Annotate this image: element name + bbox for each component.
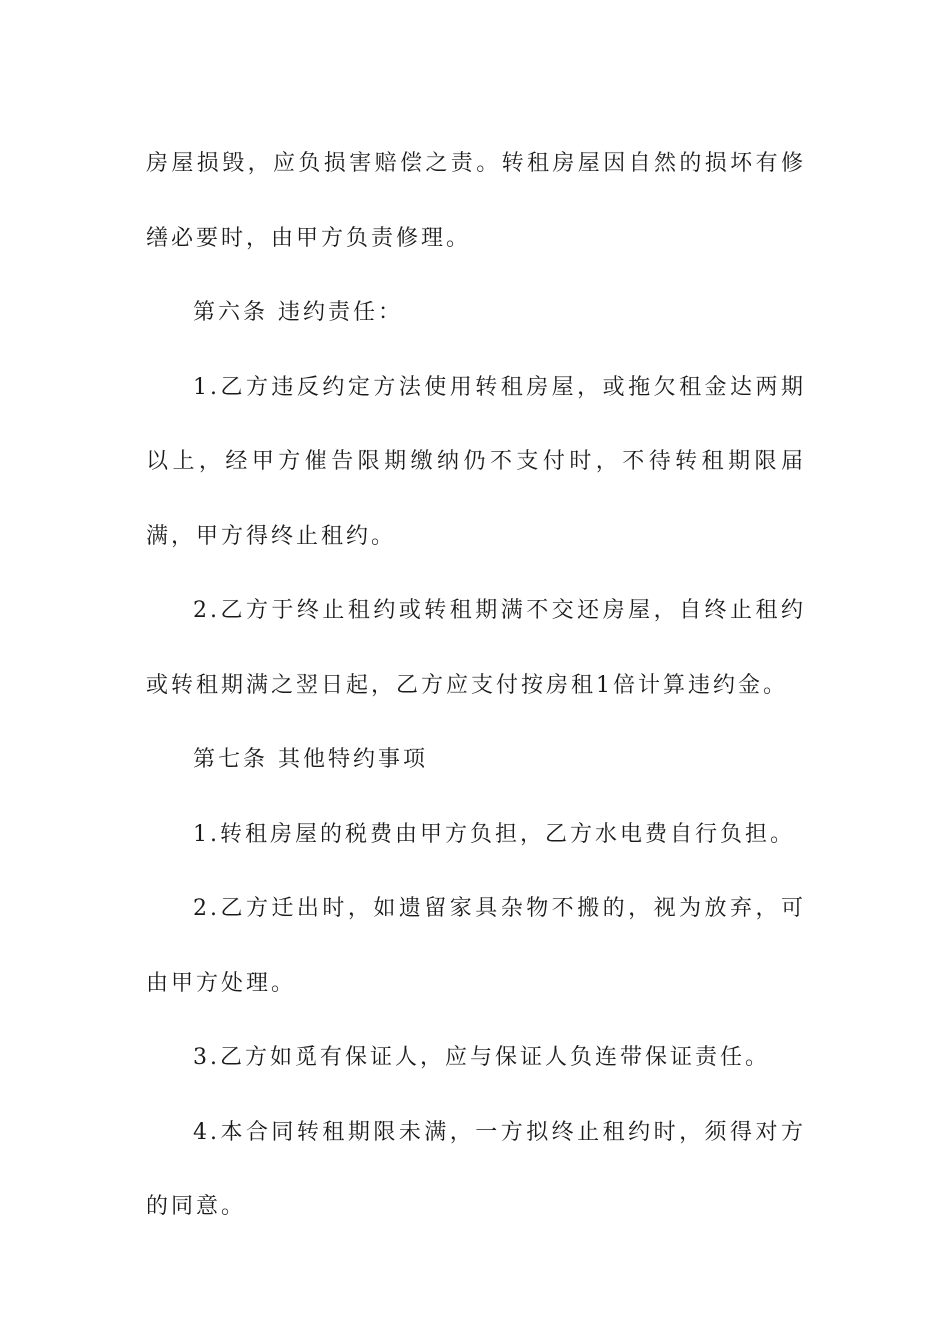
article-seven-heading: 第七条 其他特约事项 (193, 747, 428, 772)
article-six-clause-2: 2.乙方于终止租约或转租期满不交还房屋，自终止租约或转租期满之翌日起，乙方应支付按房租1倍计算违约金。 (146, 598, 806, 698)
article-seven-clause-4: 4.本合同转租期限未满，一方拟终止租约时，须得对方的同意。 (146, 1119, 806, 1219)
article-seven-clause-1: 1.转租房屋的税费由甲方负担，乙方水电费自行负担。 (193, 821, 795, 847)
article-six-clause-1: 1.乙方违反约定方法使用转租房屋，或拖欠租金达两期以上，经甲方催告限期缴纳仍不支付时，不待转租期限届满，甲方得终止租约。 (146, 374, 806, 549)
article-seven-clause-3: 3.乙方如觅有保证人，应与保证人负连带保证责任。 (193, 1045, 770, 1070)
article-six-heading: 第六条 违约责任： (193, 300, 403, 325)
paragraph-repair-liability: 房屋损毁，应负损害赔偿之责。转租房屋因自然的损坏有修缮必要时，由甲方负责修理。 (146, 151, 806, 251)
document-body (146, 127, 806, 1245)
article-seven-clause-2: 2.乙方迁出时，如遗留家具杂物不搬的，视为放弃，可由甲方处理。 (146, 896, 806, 996)
